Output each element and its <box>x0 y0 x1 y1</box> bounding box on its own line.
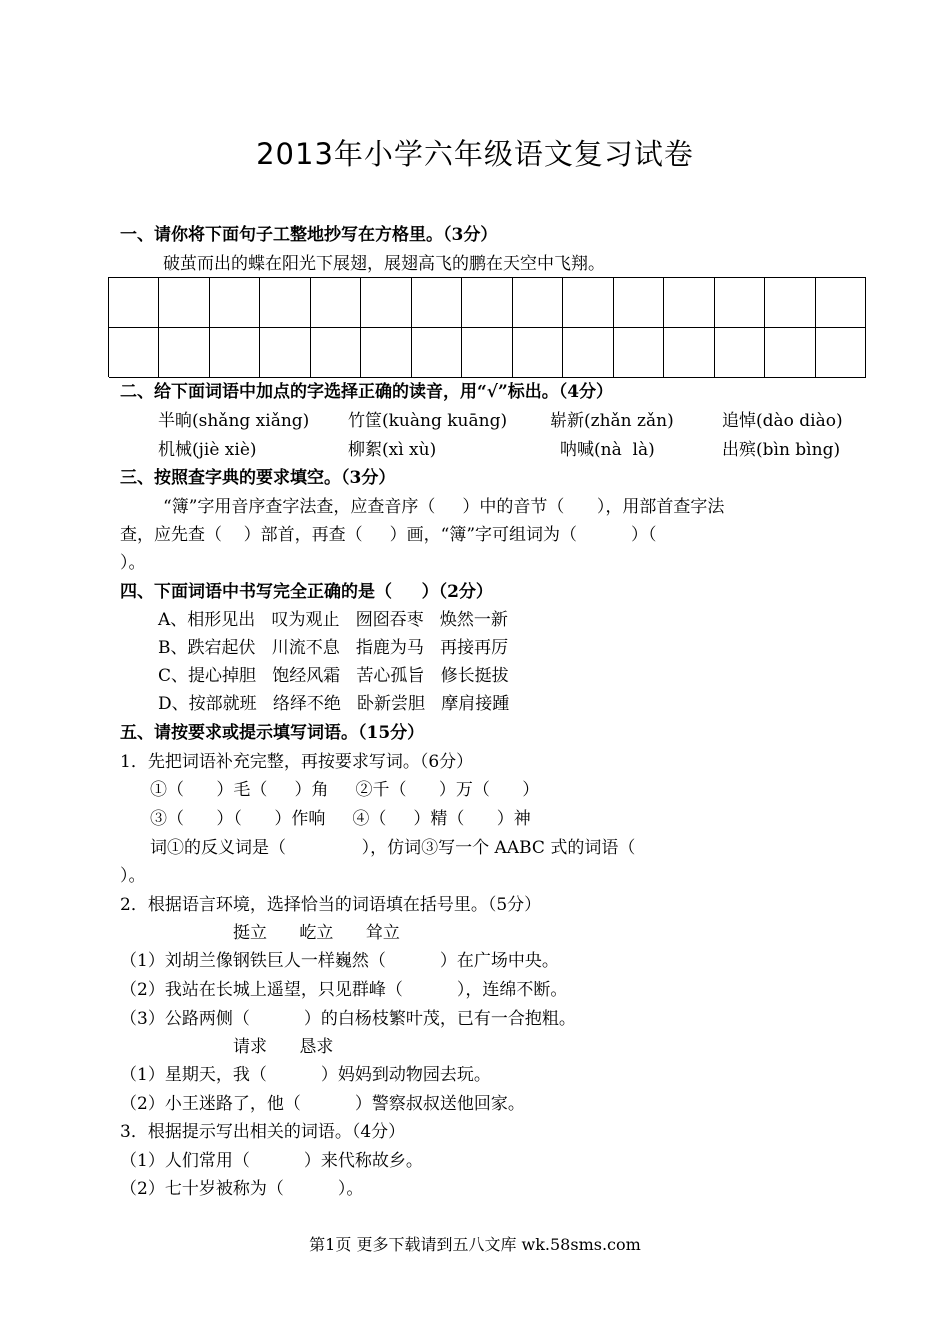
question-1-line: ①（ ）毛（ ）角 ②千（ ）万（ ） <box>150 780 540 800</box>
question-2-line: （2）我站在长城上遥望，只见群峰（ ），连绵不断。 <box>120 980 568 1000</box>
pinyin-item: 半晌(shǎng xiǎng) <box>158 411 310 431</box>
pinyin-item: 机械(jiè xiè) <box>158 440 257 460</box>
question-3: 3．根据提示写出相关的词语。（4分） <box>120 1122 406 1142</box>
section-3-heading: 三、按照查字典的要求填空。（3分） <box>120 468 396 488</box>
question-2-line: （2）小王迷路了，他（ ）警察叔叔送他回家。 <box>120 1094 525 1114</box>
section-5-heading: 五、请按要求或提示填写词语。（15分） <box>120 723 425 743</box>
page-title: 2013年小学六年级语文复习试卷 <box>256 137 694 171</box>
pinyin-item: 崭新(zhǎn zǎn) <box>550 411 674 431</box>
pinyin-item: 呐喊(nà là) <box>560 440 655 460</box>
question-3-line: （2）七十岁被称为（ ）。 <box>120 1179 364 1199</box>
pinyin-item: 竹筐(kuàng kuāng) <box>348 411 508 431</box>
question-2-line: （1）星期天，我（ ）妈妈到动物园去玩。 <box>120 1065 491 1085</box>
word-choices: 挺立 屹立 耸立 <box>233 923 400 943</box>
section-1-sentence: 破茧而出的蝶在阳光下展翅，展翅高飞的鹏在天空中飞翔。 <box>163 254 605 274</box>
question-1-line: 词①的反义词是（ ），仿词③写一个 AABC 式的词语（ <box>150 838 636 858</box>
section-4-heading: 四、下面词语中书写完全正确的是（ ）（2分） <box>120 582 493 602</box>
question-2: 2．根据语言环境，选择恰当的词语填在括号里。（5分） <box>120 895 542 915</box>
option-d: D、按部就班 络绎不绝 卧新尝胆 摩肩接踵 <box>158 694 510 714</box>
section-2-heading: 二、给下面词语中加点的字选择正确的读音，用“√”标出。（4分） <box>120 382 614 402</box>
question-1-line: ）。 <box>120 866 146 886</box>
question-1: 1．先把词语补充完整，再按要求写词。（6分） <box>120 752 474 772</box>
option-c: C、提心掉胆 饱经风霜 苦心孤旨 修长挺拔 <box>158 666 509 686</box>
word-choices: 请求 恳求 <box>233 1037 334 1057</box>
question-3-line: （1）人们常用（ ）来代称故乡。 <box>120 1151 423 1171</box>
section-3-line: 查，应先查（ ）部首，再查（ ）画，“簿”字可组词为（ ）（ <box>120 525 657 545</box>
pinyin-item: 出殡(bìn bìng) <box>722 440 841 460</box>
pinyin-item: 柳絮(xì xù) <box>348 440 437 460</box>
question-1-line: ③（ ）（ ）作响 ④（ ）精（ ）神 <box>150 809 531 829</box>
section-3-line: ）。 <box>120 553 146 573</box>
writing-grid[interactable] <box>108 277 866 377</box>
option-a: A、相形见出 叹为观止 囫囵吞枣 焕然一新 <box>158 610 508 630</box>
section-3-line: “簿”字用音序查字法查，应查音序（ ）中的音节（ ），用部首查字法 <box>163 497 725 517</box>
option-b: B、跌宕起伏 川流不息 指鹿为马 再接再厉 <box>158 638 509 658</box>
question-2-line: （1）刘胡兰像钢铁巨人一样巍然（ ）在广场中央。 <box>120 951 559 971</box>
question-2-line: （3）公路两侧（ ）的白杨枝繁叶茂，已有一合抱粗。 <box>120 1009 576 1029</box>
page-footer: 第1页 更多下载请到五八文库 wk.58sms.com <box>309 1235 641 1254</box>
section-1-heading: 一、请你将下面句子工整地抄写在方格里。（3分） <box>120 225 498 245</box>
pinyin-item: 追悼(dào diào) <box>722 411 843 431</box>
